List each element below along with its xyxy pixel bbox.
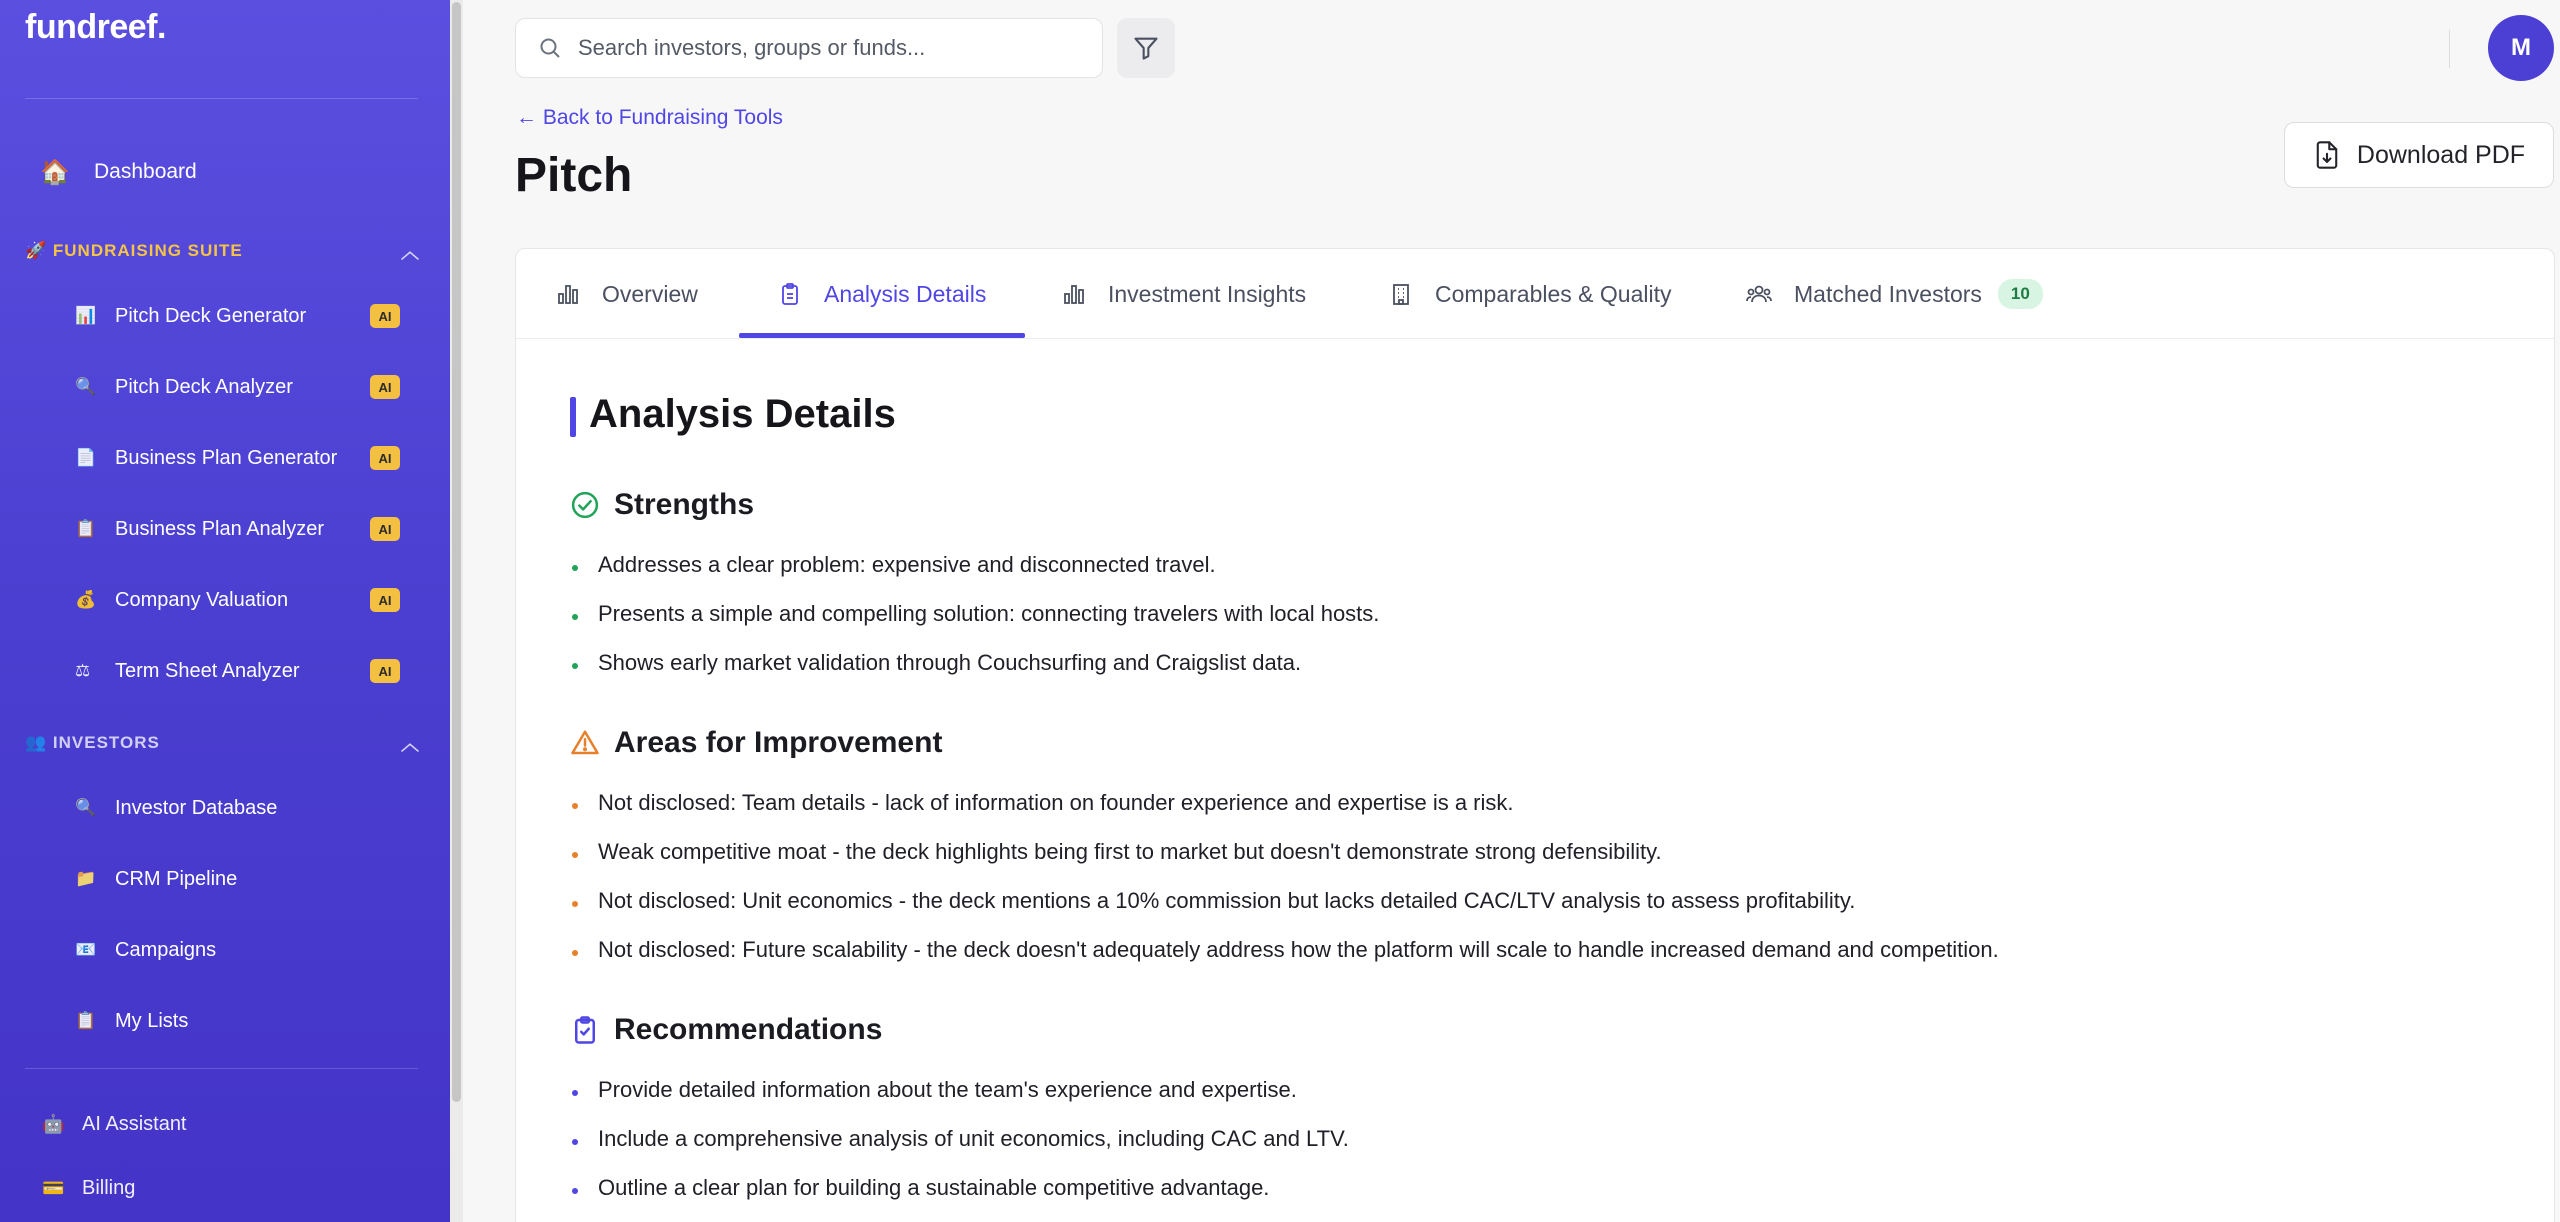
download-pdf-label: Download PDF	[2356, 140, 2526, 169]
bullet-dot	[572, 852, 578, 858]
title-accent-bar	[570, 397, 576, 437]
list-item-text: Not disclosed: Future scalability - the deck doesn't adequately address how the platform will scale to handle increased demand and competition.	[598, 937, 1999, 962]
list-item	[572, 885, 1855, 917]
tab-comparables-quality[interactable]	[1389, 249, 1672, 339]
page-title: Pitch	[515, 149, 633, 202]
magnifier-icon: 🔍	[75, 798, 97, 817]
file-download-icon	[2313, 140, 2341, 170]
tab-overview[interactable]	[556, 249, 698, 339]
section-title: Analysis Details	[589, 392, 896, 436]
list-item	[572, 787, 1514, 819]
active-tab-indicator	[739, 333, 1025, 338]
tab-label: Comparables & Quality	[1435, 280, 1672, 307]
tab-matched-investors[interactable]	[1746, 249, 2043, 339]
list-item	[572, 1172, 1269, 1204]
sidebar-item-term-sheet-analyzer[interactable]	[75, 653, 400, 689]
sidebar-item-label: Investor Database	[115, 796, 278, 819]
matched-count-badge: 10	[1998, 279, 2043, 309]
bar-chart-icon	[556, 282, 580, 306]
section-investors[interactable]	[25, 728, 420, 758]
bullet-dot	[572, 1139, 578, 1145]
tab-investment-insights[interactable]	[1062, 249, 1306, 339]
sidebar-item-investor-database[interactable]	[75, 790, 400, 826]
section-fundraising-suite[interactable]	[25, 236, 420, 266]
sidebar-item-business-plan-analyzer[interactable]	[75, 511, 400, 547]
sidebar-item-pitch-deck-generator[interactable]	[75, 298, 400, 334]
clipboard-icon: 📋	[75, 519, 97, 538]
scales-icon: ⚖	[75, 661, 91, 680]
section-label: 🚀 FUNDRAISING SUITE	[25, 241, 243, 260]
bullet-dot	[572, 565, 578, 571]
improvements-heading	[570, 723, 942, 763]
ai-badge: AI	[370, 517, 400, 541]
list-item-text: Outline a clear plan for building a sustainable competitive advantage.	[598, 1175, 1270, 1200]
sidebar-item-dashboard[interactable]	[40, 152, 197, 192]
tab-analysis-details[interactable]	[778, 249, 986, 339]
list-item-text: Include a comprehensive analysis of unit economics, including CAC and LTV.	[598, 1126, 1349, 1151]
sidebar-item-company-valuation[interactable]	[75, 582, 400, 618]
sidebar-item-label: Pitch Deck Generator	[115, 304, 307, 327]
money-bag-icon: 💰	[75, 590, 97, 609]
filter-button[interactable]	[1117, 18, 1175, 78]
list-item-text: Weak competitive moat - the deck highlights being first to market but doesn't demonstrate strong defensibility.	[598, 839, 1662, 864]
sidebar-item-label: Dashboard	[94, 160, 197, 183]
bullet-dot	[572, 663, 578, 669]
bullet-dot	[572, 803, 578, 809]
list-item	[572, 598, 1379, 630]
sidebar-scrollbar-thumb[interactable]	[452, 2, 461, 1102]
sidebar-item-campaigns[interactable]	[75, 932, 400, 968]
list-item	[572, 836, 1662, 868]
ai-badge: AI	[370, 588, 400, 612]
search-icon	[538, 36, 562, 60]
sidebar-item-label: Business Plan Generator	[115, 446, 338, 469]
list-item-text: Provide detailed information about the team's experience and expertise.	[598, 1077, 1297, 1102]
sidebar-item-label: Company Valuation	[115, 588, 289, 611]
chevron-up-icon[interactable]: ︿	[401, 242, 420, 262]
bullet-dot	[572, 1188, 578, 1194]
tab-label: Analysis Details	[824, 280, 987, 307]
list-item-text: Shows early market validation through Couchsurfing and Craigslist data.	[598, 650, 1302, 675]
chevron-up-icon[interactable]: ︿	[401, 734, 420, 754]
list-item	[572, 549, 1216, 581]
topbar-divider	[2449, 30, 2450, 68]
list-item-text: Not disclosed: Unit economics - the deck mentions a 10% commission but lacks detailed CAC/LTV analysis to assess profitability.	[598, 888, 1856, 913]
sidebar-item-label: Campaigns	[115, 938, 217, 961]
sidebar	[0, 0, 450, 1222]
sidebar-item-label: AI Assistant	[82, 1112, 187, 1135]
warning-triangle-icon	[570, 728, 600, 758]
sidebar-item-pitch-deck-analyzer[interactable]	[75, 369, 400, 405]
house-icon: 🏠	[40, 158, 70, 186]
ai-badge: AI	[370, 446, 400, 470]
bar-chart-icon	[1062, 282, 1086, 306]
clipboard-icon: 📋	[75, 1011, 97, 1030]
sidebar-item-label: Billing	[82, 1176, 136, 1199]
sidebar-item-label: My Lists	[115, 1009, 189, 1032]
recommendations-heading	[570, 1010, 882, 1050]
ai-badge: AI	[370, 375, 400, 399]
chart-icon: 📊	[75, 306, 97, 325]
ai-badge: AI	[370, 304, 400, 328]
bullet-dot	[572, 614, 578, 620]
ai-badge: AI	[370, 659, 400, 683]
avatar[interactable]: M	[2488, 15, 2554, 81]
bullet-dot	[572, 1090, 578, 1096]
credit-card-icon: 💳	[42, 1177, 65, 1198]
section-label: 👥 INVESTORS	[25, 733, 160, 752]
sidebar-item-business-plan-generator[interactable]	[75, 440, 400, 476]
strengths-heading	[570, 485, 754, 525]
heading-label: Recommendations	[614, 1013, 883, 1046]
clipboard-icon	[778, 282, 802, 306]
list-item-text: Addresses a clear problem: expensive and disconnected travel.	[598, 552, 1216, 577]
sidebar-item-label: Business Plan Analyzer	[115, 517, 325, 540]
filter-icon	[1132, 34, 1160, 62]
bullet-dot	[572, 950, 578, 956]
sidebar-divider	[25, 1068, 418, 1069]
heading-label: Strengths	[614, 488, 755, 521]
list-item	[572, 647, 1301, 679]
heading-label: Areas for Improvement	[614, 726, 943, 759]
clipboard-check-icon	[570, 1015, 600, 1045]
magnifier-icon: 🔍	[75, 377, 97, 396]
search-input[interactable]	[515, 18, 1103, 78]
bullet-dot	[572, 901, 578, 907]
sidebar-item-my-lists[interactable]	[75, 1003, 400, 1039]
robot-icon: 🤖	[42, 1113, 65, 1134]
download-pdf-button[interactable]	[2284, 122, 2554, 188]
list-item-text: Presents a simple and compelling solution: connecting travelers with local hosts.	[598, 601, 1380, 626]
sidebar-divider	[25, 98, 418, 99]
sidebar-item-crm-pipeline[interactable]	[75, 861, 400, 897]
tab-bar	[516, 249, 2554, 339]
back-link[interactable]: ← Back to Fundraising Tools	[516, 106, 783, 129]
sidebar-item-ai-assistant[interactable]	[42, 1106, 187, 1142]
tab-label: Matched Investors	[1794, 280, 1982, 307]
document-icon: 📄	[75, 448, 97, 467]
sidebar-item-label: Pitch Deck Analyzer	[115, 375, 293, 398]
app-logo[interactable]: fundreef.	[25, 8, 166, 46]
sidebar-item-billing[interactable]	[42, 1170, 135, 1206]
search-placeholder: Search investors, groups or funds...	[578, 35, 926, 60]
sidebar-item-label: Term Sheet Analyzer	[115, 659, 300, 682]
list-item-text: Not disclosed: Team details - lack of information on founder experience and expertise is a risk.	[598, 790, 1514, 815]
users-icon	[1746, 282, 1772, 306]
tab-label: Overview	[602, 280, 698, 307]
sidebar-item-label: CRM Pipeline	[115, 867, 238, 890]
folder-icon: 📁	[75, 869, 97, 888]
list-item	[572, 1123, 1349, 1155]
mail-icon: 📧	[75, 940, 97, 959]
tab-label: Investment Insights	[1108, 280, 1307, 307]
analysis-card	[515, 248, 2555, 1222]
building-icon	[1389, 282, 1413, 306]
list-item	[572, 934, 1999, 966]
list-item	[572, 1074, 1297, 1106]
check-circle-icon	[570, 490, 600, 520]
